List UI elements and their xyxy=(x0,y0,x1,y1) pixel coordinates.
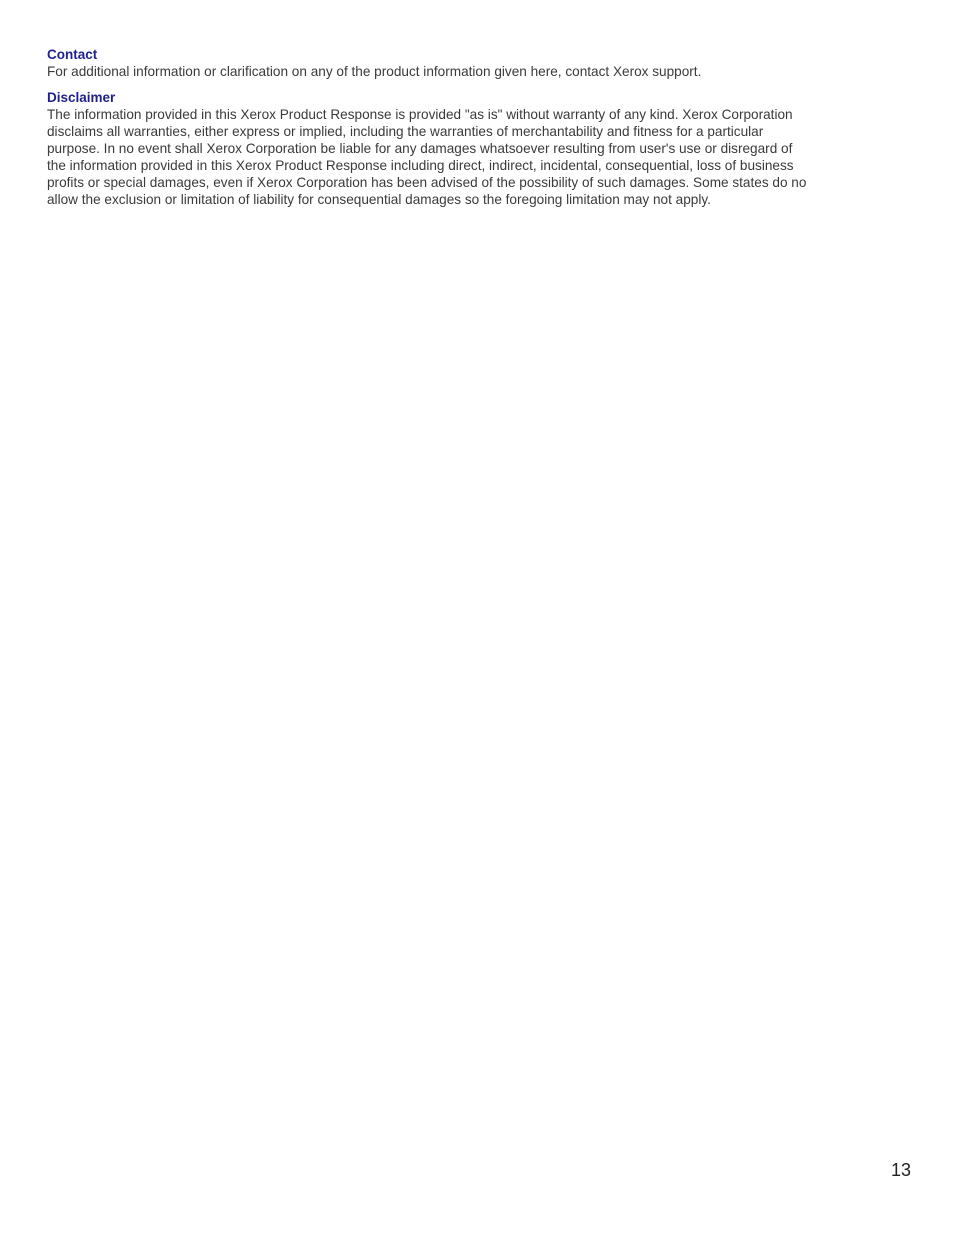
disclaimer-line: purpose. In no event shall Xerox Corporation be liable for any damages whatsoever resulting from user's use or disregard of xyxy=(47,141,793,156)
disclaimer-line: The information provided in this Xerox Product Response is provided "as is" without warranty of any kind. Xerox Corporation xyxy=(47,107,793,122)
document-content xyxy=(47,46,887,217)
disclaimer-text xyxy=(47,106,887,208)
disclaimer-line: the information provided in this Xerox Product Response including direct, indirect, incidental, consequential, loss of business xyxy=(47,158,794,173)
contact-section xyxy=(47,46,887,80)
disclaimer-line: allow the exclusion or limitation of liability for consequential damages so the foregoing limitation may not apply. xyxy=(47,192,711,207)
contact-heading: Contact xyxy=(47,47,98,62)
disclaimer-section xyxy=(47,89,887,208)
disclaimer-line: disclaims all warranties, either express or implied, including the warranties of merchantability and fitness for a particular xyxy=(47,124,764,139)
contact-text: For additional information or clarification on any of the product information given here, contact Xerox support. xyxy=(47,64,702,79)
disclaimer-heading: Disclaimer xyxy=(47,90,116,105)
page-number: 13 xyxy=(890,1160,911,1180)
disclaimer-line: profits or special damages, even if Xerox Corporation has been advised of the possibility of such damages. Some states do no xyxy=(47,175,807,190)
